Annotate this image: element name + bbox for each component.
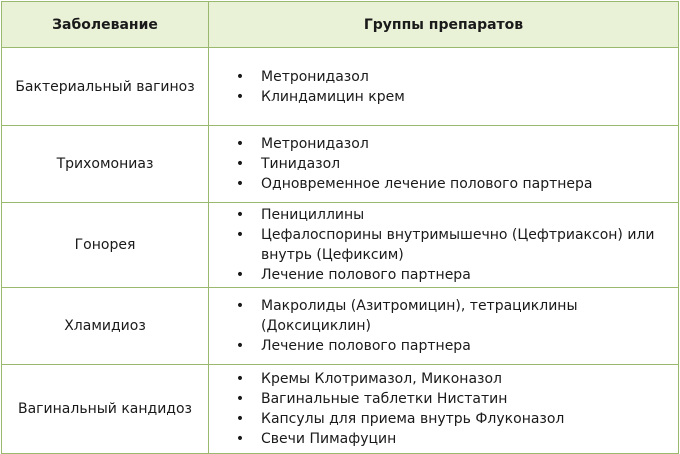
drug-text: Макролиды (Азитромицин), тетрациклины (Доксициклин) [261, 298, 578, 334]
drug-text: Вагинальные таблетки Нистатин [261, 391, 508, 407]
drug-list [235, 296, 672, 356]
bullet-icon: • [235, 207, 245, 223]
drug-text: Пенициллины [261, 207, 365, 223]
table-row [2, 203, 679, 288]
bullet-icon: • [235, 176, 245, 192]
drug-list [235, 369, 672, 449]
bullet-icon: • [235, 136, 245, 152]
list-item [235, 225, 672, 265]
list-item [235, 87, 672, 107]
list-item [235, 336, 672, 356]
list-item [235, 369, 672, 389]
disease-cell: Хламидиоз [2, 288, 209, 365]
list-item [235, 67, 672, 87]
disease-cell: Трихомониаз [2, 126, 209, 203]
drug-list [235, 205, 672, 285]
table-header-row [2, 2, 679, 48]
bullet-icon: • [235, 391, 245, 407]
list-item [235, 174, 672, 194]
table-row [2, 288, 679, 365]
drug-text: Метронидазол [261, 136, 369, 152]
drug-text: Капсулы для приема внутрь Флуконазол [261, 411, 565, 427]
drug-text: Кремы Клотримазол, Миконазол [261, 371, 502, 387]
list-item [235, 154, 672, 174]
list-item [235, 409, 672, 429]
list-item [235, 429, 672, 449]
treatment-table [1, 1, 679, 454]
drug-text: Клиндамицин крем [261, 88, 405, 105]
bullet-icon: • [235, 267, 245, 283]
drugs-cell [209, 126, 679, 203]
bullet-icon: • [235, 227, 245, 243]
drug-text: Свечи Пимафуцин [261, 431, 397, 447]
drug-text: Цефалоспорины внутримышечно (Цефтриаксон) или внутрь (Цефиксим) [261, 227, 655, 263]
table-row [2, 48, 679, 126]
bullet-icon: • [235, 88, 245, 105]
table-row [2, 365, 679, 454]
table-row [2, 126, 679, 203]
drugs-cell [209, 365, 679, 454]
bullet-icon: • [235, 156, 245, 172]
bullet-icon: • [235, 298, 245, 314]
disease-cell: Бактериальный вагиноз [2, 48, 209, 126]
header-drug-groups: Группы препаратов [209, 2, 679, 48]
header-disease: Заболевание [2, 2, 209, 48]
drug-list [235, 67, 672, 107]
drug-text: Тинидазол [261, 156, 341, 172]
bullet-icon: • [235, 411, 245, 427]
drug-text: Лечение полового партнера [261, 267, 471, 283]
drugs-cell [209, 288, 679, 365]
bullet-icon: • [235, 338, 245, 354]
disease-cell: Гонорея [2, 203, 209, 288]
drug-text: Лечение полового партнера [261, 338, 471, 354]
list-item [235, 265, 672, 285]
disease-cell: Вагинальный кандидоз [2, 365, 209, 454]
list-item [235, 205, 672, 225]
drug-list [235, 134, 672, 194]
bullet-icon: • [235, 371, 245, 387]
drugs-cell [209, 48, 679, 126]
list-item [235, 296, 672, 336]
list-item [235, 389, 672, 409]
drug-text: Метронидазол [261, 68, 369, 85]
bullet-icon: • [235, 431, 245, 447]
bullet-icon: • [235, 68, 245, 85]
drug-text: Одновременное лечение полового партнера [261, 176, 593, 192]
drugs-cell [209, 203, 679, 288]
list-item [235, 134, 672, 154]
